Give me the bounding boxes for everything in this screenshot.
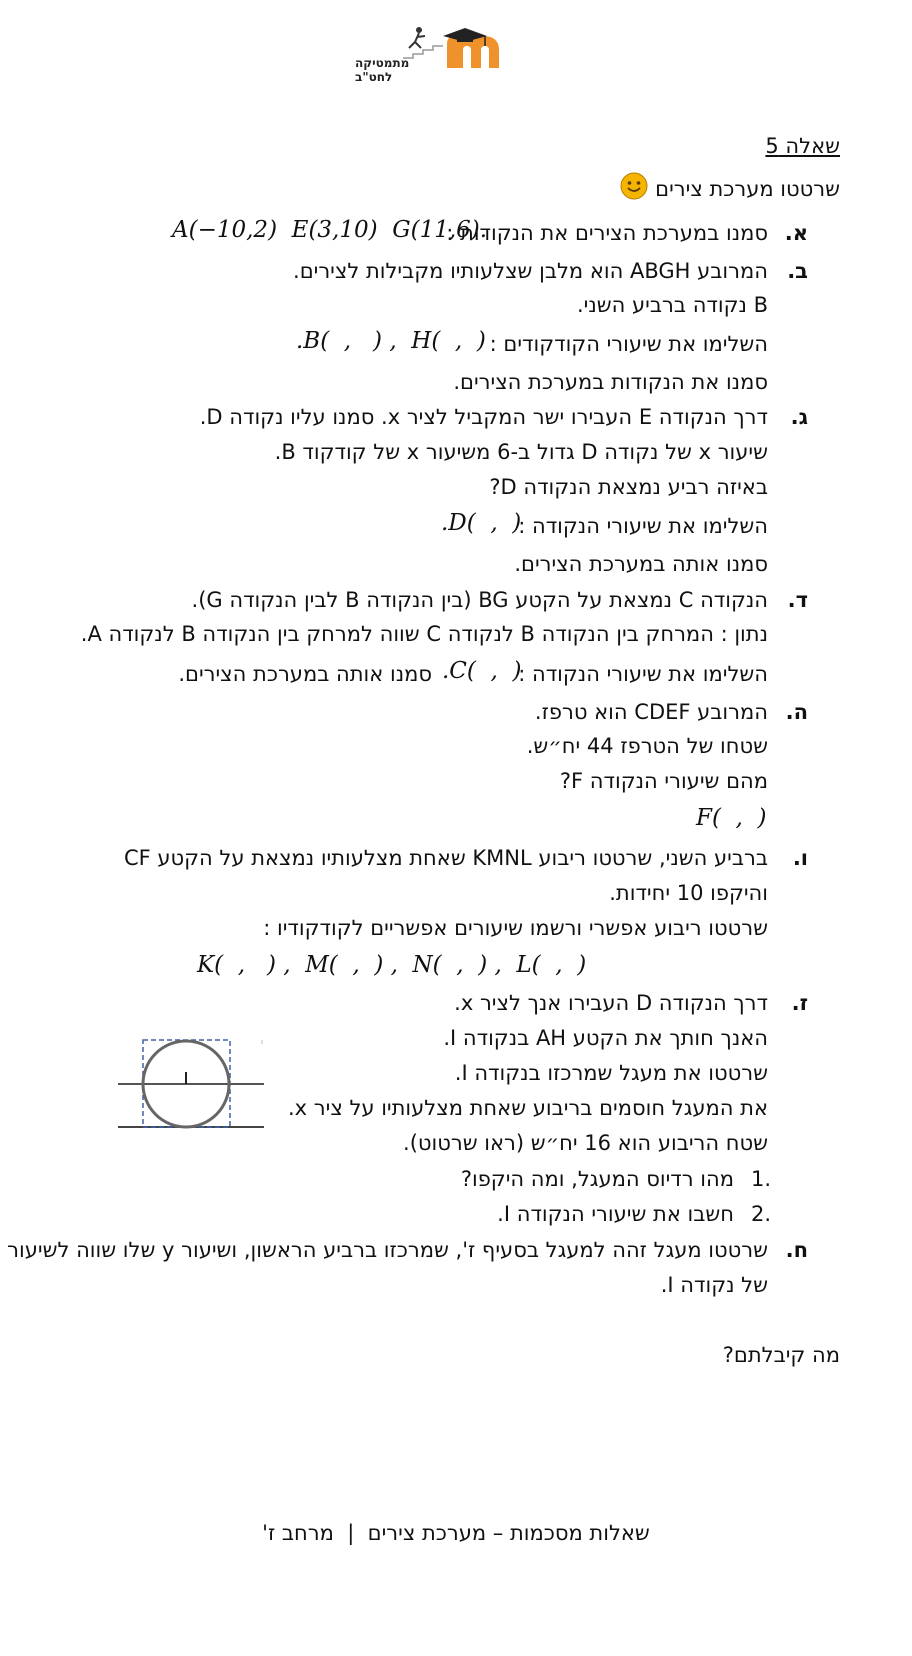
part-a-points: A(−10,2) E(3,10) G(11,6). — [172, 217, 488, 243]
part-g-sub1: מהו רדיוס המעגל, ומה היקפו? — [460, 1167, 734, 1191]
part-e-line2: שטחו של הטרפז 44 יח״ש. — [526, 734, 768, 758]
part-b-line4: סמנו את הנקודות במערכת הצירים. — [453, 370, 768, 394]
part-g-line2: האנך חותך את הקטע AH בנקודה I. — [443, 1026, 768, 1050]
logo-text: מתמטיקה לחט"ב — [355, 56, 410, 84]
part-d-line1: הנקודה C נמצאת על הקטע BG (בין הנקודה B לבין הנקודה G). — [191, 588, 768, 612]
part-g-sub2: חשבו את שיעורי הנקודה I. — [497, 1202, 734, 1226]
part-a-letter: א. — [784, 221, 808, 245]
part-g-sub2-number: 2. — [751, 1202, 772, 1226]
circle-square-diagram — [116, 1034, 266, 1132]
part-g-line3: שרטטו את מעגל שמרכזו בנקודה I. — [454, 1061, 768, 1085]
part-d-line2: נתון : המרחק בין הנקודה B לנקודה C שווה למרחק בין הנקודה B לנקודה A. — [80, 622, 768, 646]
part-d-line3a: השלימו את שיעורי הנקודה : — [518, 662, 768, 686]
part-g-letter: ז. — [791, 991, 808, 1015]
part-e-letter: ה. — [785, 700, 808, 724]
smiley-icon — [620, 172, 648, 200]
part-c-coords: .D( , ) — [441, 510, 522, 536]
part-g-line4: את המעגל חוסמים בריבוע שאחת מצלעותיו על ציר x. — [287, 1096, 768, 1120]
part-f-line2: והיקפו 10 יחידות. — [609, 881, 768, 905]
part-g-line5: שטח הריבוע הוא 16 יח״ש (ראו שרטוט). — [403, 1131, 768, 1155]
part-d-letter: ד. — [787, 588, 808, 612]
part-h-letter: ח. — [785, 1238, 808, 1262]
part-c-line5: סמנו אותה במערכת הצירים. — [514, 552, 768, 576]
part-c-letter: ג. — [790, 405, 808, 429]
part-h-line1: שרטטו מעגל זהה למעגל בסעיף ז', שמרכזו ברביע הראשון, ושיעור y שלו שווה לשיעור — [7, 1238, 768, 1262]
logo — [355, 22, 505, 84]
question-subtitle: שרטטו מערכת צירים — [655, 177, 840, 201]
part-f-letter: ו. — [792, 846, 808, 870]
part-b-line2: B נקודה ברביע השני. — [576, 293, 768, 317]
question-title: שאלה 5 — [765, 134, 840, 158]
part-a-text: סמנו במערכת הצירים את הנקודות : — [446, 221, 768, 245]
part-b-coords: .B( , ) , H( , ) — [296, 328, 486, 354]
part-g-sub1-number: 1. — [751, 1167, 772, 1191]
part-e-line3: מהם שיעורי הנקודה F? — [559, 769, 768, 793]
part-g-line1: דרך הנקודה D העבירו אנך לציר x. — [454, 991, 768, 1015]
part-f-line3: שרטטו ריבוע אפשרי ורשמו שיעורים אפשריים לקודקודיו : — [263, 916, 768, 940]
part-d-line3b: סמנו אותה במערכת הצירים. — [178, 662, 432, 686]
part-e-coords: F( , ) — [696, 805, 767, 831]
part-f-coords: K( , ) , M( , ) , N( , ) , L( , ) — [197, 952, 587, 978]
part-e-line1: המרובע CDEF הוא טרפז. — [534, 700, 768, 724]
part-d-coords: .C( , ) — [442, 658, 522, 684]
footer: שאלות מסכמות – מערכת צירים | מרחב ז' — [262, 1521, 650, 1545]
part-c-line4: השלימו את שיעורי הנקודה : — [518, 514, 768, 538]
closing-question: מה קיבלתם? — [722, 1343, 840, 1367]
part-b-line1: המרובע ABGH הוא מלבן שצלעותיו מקבילות לצירים. — [293, 259, 768, 283]
part-c-line1: דרך הנקודה E העבירו ישר המקביל לציר x. סמנו עליו נקודה D. — [199, 405, 768, 429]
part-b-line3: השלימו את שיעורי הקודקודים : — [489, 332, 768, 356]
part-h-line2: של נקודה I. — [660, 1273, 768, 1297]
part-c-line2: שיעור x של נקודה D גדול ב-6 משיעור x של קודקוד B. — [274, 440, 768, 464]
part-c-line3: באיזה רביע נמצאת הנקודה D? — [489, 475, 768, 499]
part-b-letter: ב. — [787, 259, 808, 283]
part-f-line1: ברביע השני, שרטטו ריבוע KMNL שאחת מצלעותיו נמצאת על הקטע CF — [123, 846, 768, 870]
